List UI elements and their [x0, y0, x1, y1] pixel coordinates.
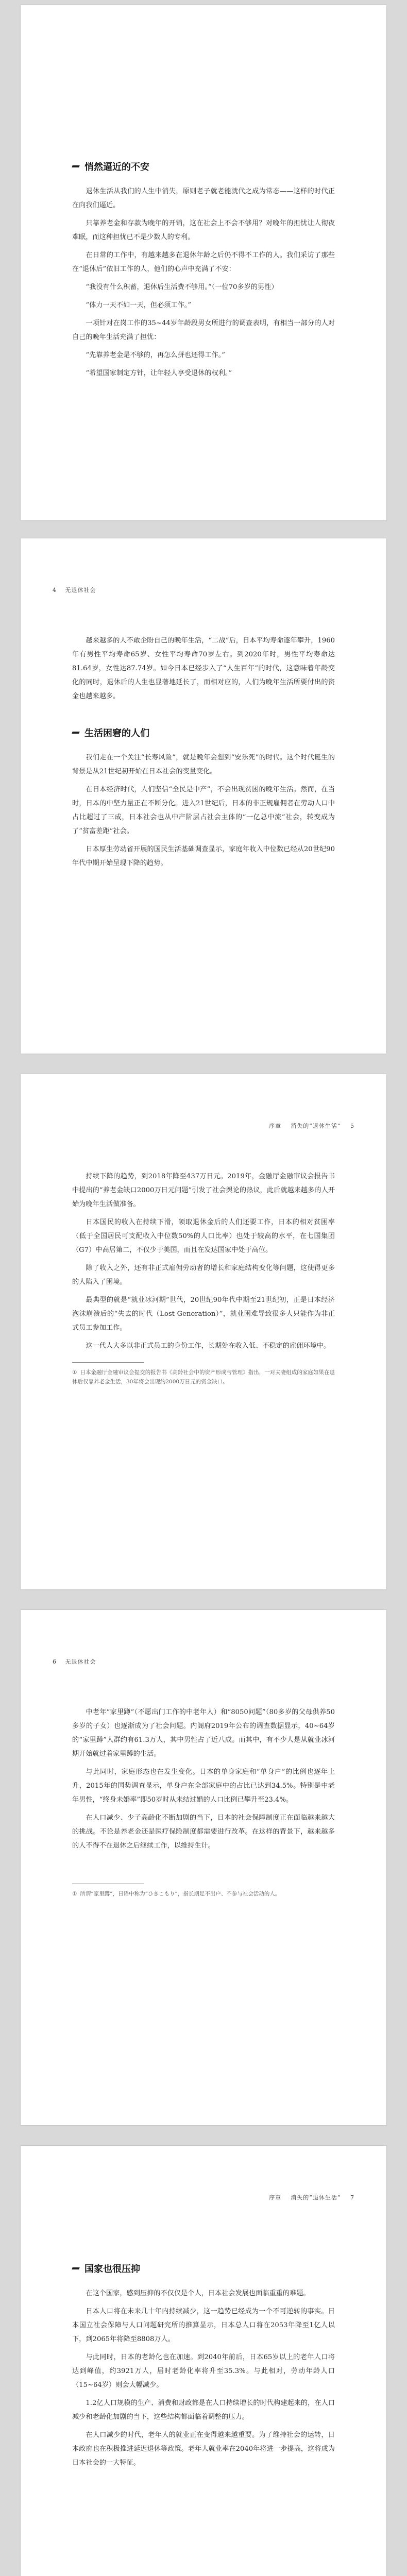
paragraph: 在日本经济时代，人们坚信“全民是中产”，不会出现贫困的晚年生活。然而，在当时，日本的中坚力量正在不断分化。进入21世纪后，日本的非正规雇佣者在劳动人口中占比超过了三成，日本社会也从中产阶层占社会主体的“一亿总中流”社会，转变成为了“贫富差距”社会。 — [72, 786, 335, 835]
paragraph: 在人口减少的时代，老年人的就业正在变得越来越重要。为了维持社会的运转，日本政府也在积极推进延迟退休等政策。老年人就业率在2040年将进一步提高，这将成为日本社会的一大特征。 — [72, 2431, 335, 2467]
page-5-content — [72, 2262, 335, 2474]
paragraph: 这一代人大多以非正式员工的身份工作，长期处在收入低、不稳定的雇佣环境中。 — [86, 1342, 331, 1350]
page-1 — [21, 5, 386, 520]
paragraph: 最典型的就是“就业冰河期”世代，20世纪90年代中期至21世纪初，正是日本经济泡沫崩溃后的“失去的时代（Lost Generation）”，就业困难导致很多人只能作为非正式员工参加工作。 — [72, 1296, 335, 1332]
running-head-book: 无退休社会 — [65, 587, 96, 594]
paragraph: “希望国家制定方针，让年轻人享受退休的权利。” — [86, 369, 232, 377]
page-number: 5 — [350, 1123, 354, 1129]
footnote-marker: ① — [72, 1369, 77, 1376]
section-mark-icon — [72, 163, 79, 170]
page-1-content — [72, 160, 335, 384]
paragraph: 持续下降的趋势，到2018年降至437万日元。2019年，金融厅金融审议会报告书中提出的“养老金缺口2000万日元问题”引发了社会舆论的热议，此后就越来越多的人开始为晚年生活做准备。 — [72, 1173, 335, 1208]
paragraph: 在日常的工作中，有越来越多在退休年龄之后仍不得不工作的人。我们采访了那些在“退休后”依旧工作的人，他们的心声中充满了不安： — [72, 251, 335, 273]
paragraph: 在这个国家，感到压抑的不仅仅是个人，日本社会发展也面临重重的难题。 — [86, 2290, 310, 2297]
paragraph: 1.2亿人口规模的生产、消费和财政都是在人口持续增长的时代构建起来的，在人口减少和老龄化加剧的当下，这些结构都面临着调整的压力。 — [72, 2399, 335, 2421]
paragraph: 越来越多的人不敢企盼自己的晚年生活，“二战”后，日本平均寿命逐年攀升，1960年有男性平均寿命65岁、女性平均寿命70岁左右。到2020年时，男性平均寿命达81.64岁，女性达87.74岁。如今日本已经步入了“人生百年”的时代，这意味着年龄变化的同时，退休后的人生也显著地延长了，而相对应的，人们为晚年生活所要付出的资金也越来越多。 — [72, 637, 335, 700]
footnote-text: 日本金融厅金融审议会提交的报告书《高龄社会中的资产形成与管理》指出，一对夫妻组成的家庭如果在退休后仅靠养老金生活，30年将会出现约2000万日元的资金缺口。 — [72, 1369, 335, 1385]
section-title-text: 国家也很压抑 — [84, 2264, 140, 2275]
paragraph: 只靠养老金和存款为晚年的开销，这在社会上不会不够用？对晚年的担忧让人彻夜难眠，而这种担忧已不是少数人的专利。 — [72, 219, 335, 241]
footnote-marker: ① — [72, 1891, 77, 1897]
paragraph: 一项针对在岗工作的35~44岁年龄段男女所进行的调查表明，有相当一部分的人对自己的晚年生活充满了担忧： — [72, 319, 335, 341]
paragraph: 中老年“家里蹲”（不愿出门工作的中老年人）和“8050问题”（80多岁的父母供养50多岁的子女）也逐渐成为了社会问题。内阁府2019年公布的调查数据显示，40~64岁的“家里蹲”人群约有61.3万人，其中男性占了近八成。而其中，有不少人是从就业冰河期开始就过着家里蹲的生活。 — [72, 1708, 335, 1758]
page-3-content — [72, 1170, 335, 1386]
paragraph: “我没有什么积蓄，退休后生活费不够用。”（一位70多岁的男性） — [86, 283, 278, 291]
paragraph: 与此同时，家庭形态也在发生变化。日本的单身家庭和“单身户”的比例也逐年上升，2015年的国势调查显示，单身户在全部家庭中的占比已达到34.5%。特别是中老年男性，“终身未婚率”即50岁时从未结过婚的人口比例已攀升至23.4%。 — [72, 1768, 335, 1804]
page-2-content — [72, 634, 335, 874]
page-4-content — [72, 1705, 335, 1899]
paragraph: 日本国民的收入在持续下滑，领取退休金后的人们还要工作，日本的相对贫困率（低于全国居民可支配收入中位数50%的人口比率）也处于较高的水平，在七国集团（G7）中高居第二，不仅少于美国，而且在发达国家中处于高位。 — [72, 1218, 335, 1254]
section-mark-icon — [72, 2265, 79, 2272]
section-title-text: 生活困窘的人们 — [84, 728, 149, 739]
section-mark-icon — [72, 729, 79, 736]
footnote-divider — [72, 1362, 144, 1363]
section-title — [72, 160, 335, 173]
running-head-title: 消失的“退休生活” — [291, 1123, 341, 1129]
page-2 — [21, 538, 386, 1054]
running-head — [269, 2193, 354, 2201]
paragraph: 与此同时，日本的老龄化也在加速。到2040年前后，日本65岁以上的老年人口将达到峰值，约3921万人，届时老龄化率将升至35.3%。与此相对，劳动年龄人口（15~64岁）则会大幅减少。 — [72, 2353, 335, 2389]
page-number: 4 — [53, 587, 57, 594]
footnote — [72, 1368, 335, 1386]
paragraph: 我们走在一个关注“长寿风险”，就是晚年会想到“安乐死”的时代。这个时代诞生的背景是从21世纪初开始在日本社会的变量变化。 — [72, 754, 335, 775]
footnote — [72, 1889, 335, 1899]
running-head — [53, 586, 96, 594]
paragraph: 除了收入之外，还有非正式雇佣劳动者的增长和家庭结构变化等问题，这使得更多的人陷入了困境。 — [72, 1264, 335, 1286]
running-head-chapter: 序章 — [269, 2194, 282, 2201]
running-head-chapter: 序章 — [269, 1123, 282, 1129]
paragraph: 日本厚生劳动省开展的国民生活基础调查显示，家庭年收入中位数已经从20世纪90年代中期开始呈现下降的趋势。 — [72, 845, 335, 867]
page-4 — [21, 1610, 386, 2125]
paragraph: “体力一天不如一天，但必须工作。” — [86, 301, 192, 309]
page-3 — [21, 1074, 386, 1589]
running-head-book: 无退休社会 — [65, 1658, 96, 1665]
page-number: 6 — [53, 1658, 57, 1665]
section-title-text: 悄然逼近的不安 — [84, 162, 149, 173]
footnote-text: 所谓“家里蹲”，日语中称为“ひきこもり”，指长期足不出户、不参与社会活动的人。 — [80, 1891, 281, 1897]
page-5 — [21, 2146, 386, 2576]
paragraph: “先靠养老金是不够的，再怎么拼也还得工作。” — [86, 351, 226, 359]
section-title — [72, 726, 335, 739]
running-head — [269, 1122, 354, 1130]
running-head — [53, 1657, 96, 1666]
running-head-title: 消失的“退休生活” — [291, 2194, 341, 2201]
page-number: 7 — [350, 2194, 354, 2201]
section-title — [72, 2262, 335, 2275]
paragraph: 日本人口将在未来几十年内持续减少，这一趋势已经成为一个不可逆转的事实。日本国立社会保障与人口问题研究所的推算显示，日本总人口将在2053年降至1亿人以下，到2065年将降至8808万人。 — [72, 2308, 335, 2343]
paragraph: 退休生活从我们的人生中消失，原则老子就老能就代之成为常态——这样的时代正在向我们逼近。 — [72, 188, 335, 209]
paragraph: 在人口减少、少子高龄化不断加剧的当下，日本的社会保障制度正在面临越来越大的挑战。不论是养老金还是医疗保险制度都需要进行改革。在这样的背景下，越来越多的人不得不在退休之后继续工作，以维持生计。 — [72, 1814, 335, 1850]
